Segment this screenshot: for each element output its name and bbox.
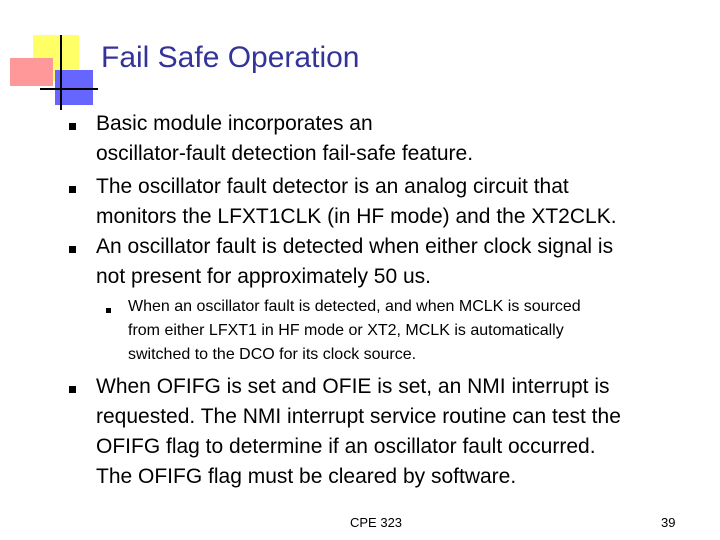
sub-bullet-square-icon (106, 308, 111, 313)
bullet-square-icon (69, 246, 76, 253)
slide-title: Fail Safe Operation (101, 41, 360, 74)
footer-course-label: CPE 323 (350, 515, 403, 530)
sub-bullet-text: When an oscillator fault is detected, and when MCLK is sourced from either LFXT1 in HF mode or XT2, MCLK is automatically switched to the DCO for its clock source. (128, 298, 581, 363)
bullet-text: Basic module incorporates an oscillator-fault detection fail-safe feature. (96, 112, 474, 165)
bullet-text: When OFIFG is set and OFIE is set, an NMI interrupt is requested. The NMI interrupt service routine can test the OFIFG flag to determine if an oscillator fault occurred. The OFIFG flag must be cleared by software. (96, 375, 621, 488)
bullet-text: An oscillator fault is detected when either clock signal is not present for approximately 50 us. (96, 235, 614, 288)
page-number: 39 (661, 515, 676, 530)
bullet-square-icon (69, 186, 76, 193)
bullet-text: The oscillator fault detector is an analog circuit that monitors the LFXT1CLK (in HF mode) and the XT2CLK. (96, 175, 617, 228)
bullet-square-icon (69, 123, 76, 130)
bullet-square-icon (69, 386, 76, 393)
